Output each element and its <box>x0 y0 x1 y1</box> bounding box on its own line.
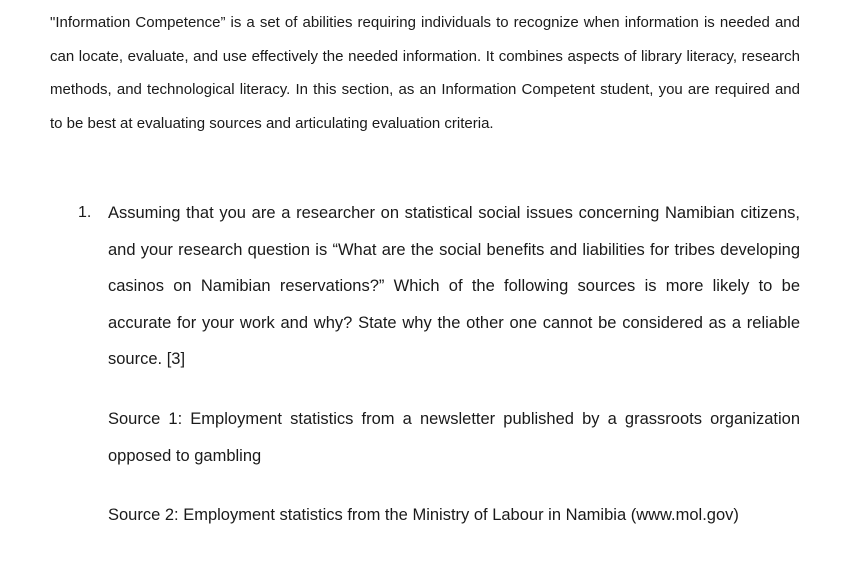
intro-paragraph: "Information Competence” is a set of abilities requiring individuals to recognize when information is needed and can locate, evaluate, and use effectively the needed information. It combines aspects of library literacy, research methods, and technological literacy. In this section, as an Information Competent student, you are required and to be best at evaluating sources and articulating evaluation criteria. <box>50 14 800 133</box>
question-number: 1. <box>78 204 92 221</box>
source-1-text: Source 1: Employment statistics from a newsletter published by a grassroots organization opposed to gambling <box>108 410 800 465</box>
source-2-text: Source 2: Employment statistics from the Ministry of Labour in Namibia (www.mol.gov) <box>108 506 739 524</box>
question-text: Assuming that you are a researcher on statistical social issues concerning Namibian citizens, and your research question is “What are the social benefits and liabilities for tribes developing casinos on Namibian reservations?” Which of the following sources is more likely to be accurate for your work and why? State why the other one cannot be considered as a reliable source. [3] <box>108 204 800 368</box>
